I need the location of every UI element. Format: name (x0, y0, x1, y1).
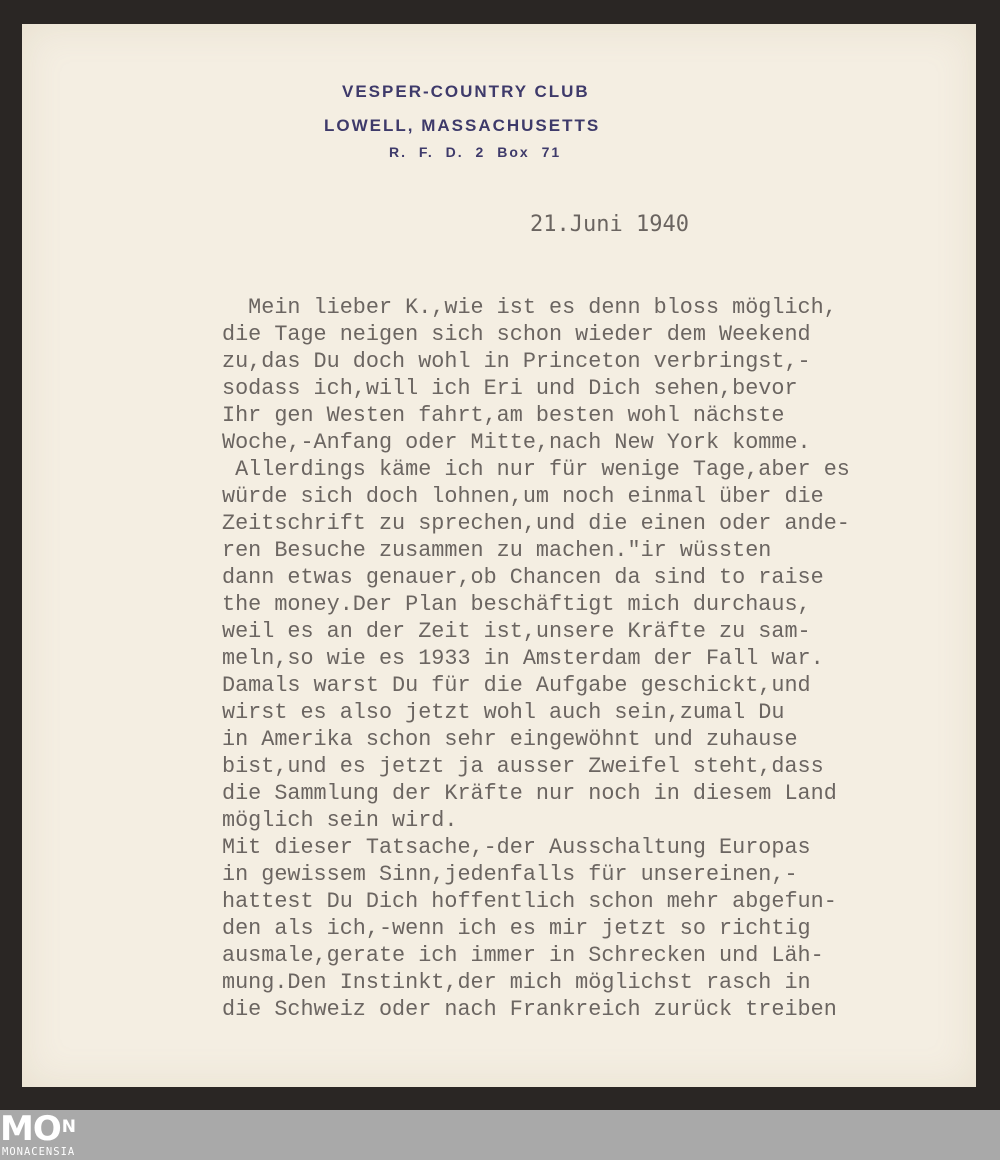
letter-line: die Sammlung der Kräfte nur noch in diesem Land (222, 781, 837, 806)
letter-line: würde sich doch lohnen,um noch einmal über die (222, 484, 824, 509)
letter-line: in gewissem Sinn,jedenfalls für unsereinen,- (222, 862, 798, 887)
letter-line: bist,und es jetzt ja ausser Zweifel steht,dass (222, 754, 824, 779)
letter-line: Zeitschrift zu sprechen,und die einen oder ande- (222, 511, 850, 536)
letterhead-club-name: VESPER-COUNTRY CLUB (342, 82, 590, 101)
footer-bar (0, 1110, 1000, 1160)
letter-line: Mit dieser Tatsache,-der Ausschaltung Europas (222, 835, 811, 860)
letter-line: hattest Du Dich hoffentlich schon mehr abgefun- (222, 889, 837, 914)
logo-text: MO (0, 1109, 61, 1149)
letter-line: mung.Den Instinkt,der mich möglichst rasch in (222, 970, 811, 995)
letter-line: Allerdings käme ich nur für wenige Tage,aber es (222, 457, 850, 482)
letter-line: den als ich,-wenn ich es mir jetzt so richtig (222, 916, 811, 941)
letter-line: die Tage neigen sich schon wieder dem Weekend (222, 322, 811, 347)
letter-line: weil es an der Zeit ist,unsere Kräfte zu sam- (222, 619, 811, 644)
letter-line: möglich sein wird. (222, 808, 458, 833)
letterhead-address: R. F. D. 2 Box 71 (389, 144, 562, 160)
letter-line: die Schweiz oder nach Frankreich zurück treiben (222, 997, 837, 1022)
monacensia-logo (0, 1109, 75, 1149)
letter-line: Damals warst Du für die Aufgabe geschickt,und (222, 673, 811, 698)
letter-line: dann etwas genauer,ob Chancen da sind to raise (222, 565, 824, 590)
letter-line: Ihr gen Westen fahrt,am besten wohl nächste (222, 403, 785, 428)
letter-line: in Amerika schon sehr eingewöhnt und zuhause (222, 727, 798, 752)
letter-line: zu,das Du doch wohl in Princeton verbringst,- (222, 349, 811, 374)
letter-line: Woche,-Anfang oder Mitte,nach New York komme. (222, 430, 811, 455)
letter-line: ren Besuche zusammen zu machen."ir wüssten (222, 538, 772, 563)
logo-superscript: N (61, 1117, 75, 1137)
letter-line: wirst es also jetzt wohl auch sein,zumal Du (222, 700, 785, 725)
letter-line: sodass ich,will ich Eri und Dich sehen,bevor (222, 376, 798, 401)
monacensia-label: MONACENSIA (2, 1146, 76, 1158)
letter-line: ausmale,gerate ich immer in Schrecken und Läh- (222, 943, 824, 968)
letter-page (22, 24, 976, 1087)
letter-line: the money.Der Plan beschäftigt mich durchaus, (222, 592, 811, 617)
letter-line: Mein lieber K.,wie ist es denn bloss möglich, (222, 295, 837, 320)
letter-body (222, 294, 962, 1023)
letterhead-location: LOWELL, MASSACHUSETTS (324, 116, 601, 135)
letter-line: meln,so wie es 1933 in Amsterdam der Fall war. (222, 646, 824, 671)
letter-date: 21.Juni 1940 (530, 212, 689, 237)
